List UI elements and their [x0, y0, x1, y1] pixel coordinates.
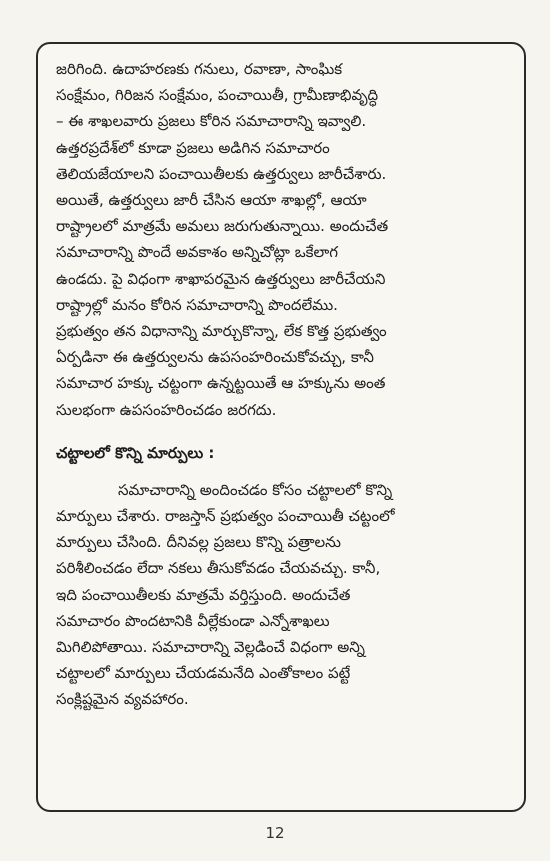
text-line: సంక్షేమం, గిరిజన సంక్షేమం, పంచాయితీ, గ్రామీణాభివృద్ధి — [56, 86, 379, 105]
text-line: ఏర్పడినా ఈ ఉత్తర్వులను ఉపసంహరించుకోవచ్చు, కానీ — [56, 348, 374, 367]
text-line: తెలియజేయాలని పంచాయితీలకు ఉత్తర్వులు జారీచేశారు. — [56, 164, 387, 183]
text-line: మిగిలిపోతాయి. సమాచారాన్ని వెల్లడించే విధంగా అన్ని — [56, 638, 365, 657]
text-line: చట్టాలలో మార్పులు చేయడమనేది ఎంతోకాలం పట్టే — [56, 664, 351, 683]
text-line: సంక్లిష్టమైన వ్యవహారం. — [56, 690, 189, 709]
text-line: జరిగింది. ఉదాహరణకు గనులు, రవాణా, సాంఘిక — [56, 60, 343, 78]
page-content — [56, 56, 511, 796]
text-line: రాష్ట్రాలలో మాత్రమే అమలు జరుగుతున్నాయి. అందుచేత — [56, 217, 389, 236]
text-line: అయితే, ఉత్తర్వులు జారీ చేసిన ఆయా శాఖల్లో, ఆయా — [56, 191, 367, 210]
section-heading: చట్టాలలో కొన్ని మార్పులు : — [56, 443, 215, 462]
text-line: రాష్ట్రాల్లో మనం కోరిన సమాచారాన్ని పొందలేము. — [56, 295, 338, 314]
text-line: సమాచారం పొందటానికి వీల్లేకుండా ఎన్నోశాఖలు — [56, 611, 330, 630]
text-line: సమాచారాన్ని అందించడం కోసం చట్టాలలో కొన్ని — [118, 480, 393, 499]
text-line: ఉత్తరప్రదేశ్‌లో కూడా ప్రజలు అడిగిన సమాచారం — [56, 138, 330, 157]
text-line: మార్పులు చేశారు. రాజస్తాన్ ప్రభుత్వం పంచాయితీ చట్టంలో — [56, 507, 395, 526]
paragraph-2 — [56, 477, 511, 713]
text-line: సమాచారాన్ని పొందే అవకాశం అన్నిచోట్లా ఒకేలాగ — [56, 243, 338, 262]
text-line: పరిశీలించడం లేదా నకలు తీసుకోవడం చేయవచ్చు. కానీ, — [56, 559, 381, 578]
text-line: సులభంగా ఉపసంహరించడం జరగదు. — [56, 400, 277, 419]
text-line: – ఈ శాఖలవారు ప్రజలు కోరిన సమాచారాన్ని ఇవ్వాలి. — [56, 112, 367, 131]
text-line: సమాచార హక్కు చట్టంగా ఉన్నట్టయితే ఆ హక్కును అంత — [56, 374, 386, 393]
text-line: ప్రభుత్వం తన విధానాన్ని మార్చుకొన్నా, లేక కొత్త ప్రభుత్వం — [56, 322, 387, 341]
text-line: మార్పులు చేసింది. దీనివల్ల ప్రజలు కొన్ని పత్రాలను — [56, 533, 341, 552]
page-number: 12 — [265, 824, 285, 842]
text-line: ఇది పంచాయితీలకు మాత్రమే వర్తిస్తుంది. అందుచేత — [56, 585, 351, 604]
text-line: ఉండదు. పై విధంగా శాఖాపరమైన ఉత్తర్వులు జారీచేయని — [56, 269, 386, 288]
paragraph-1 — [56, 56, 511, 423]
